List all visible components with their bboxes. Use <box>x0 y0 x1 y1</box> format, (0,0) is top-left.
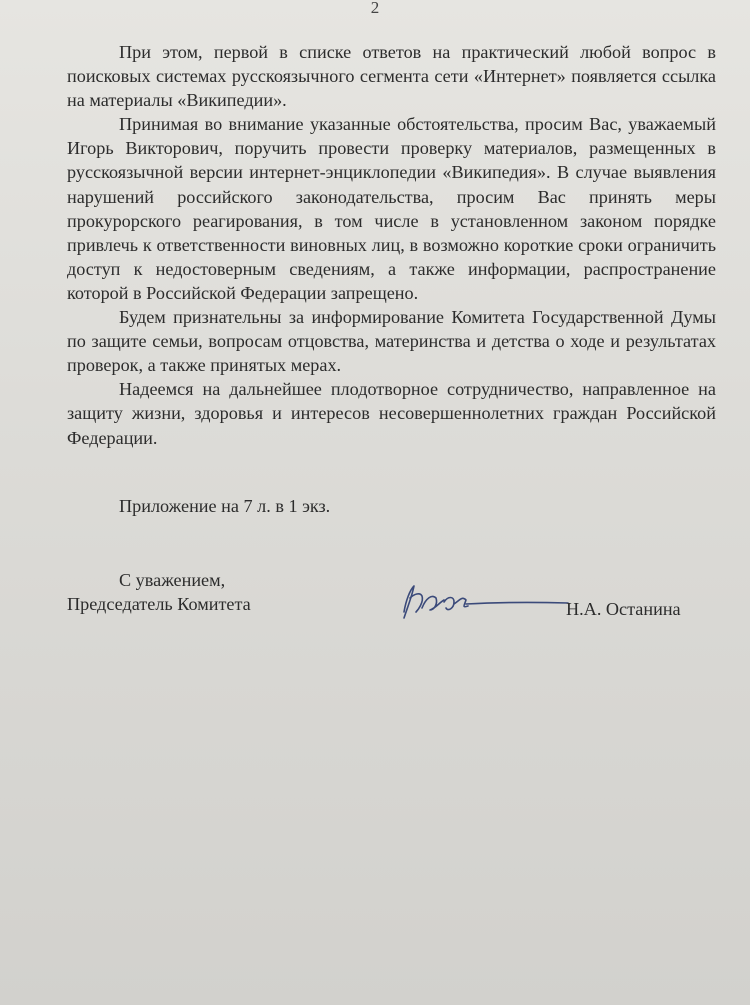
signer-position: Председатель Комитета <box>67 594 251 614</box>
attachment-note: Приложение на 7 л. в 1 экз. <box>119 496 331 516</box>
paragraph-cooperation: Надеемся на дальнейшее плодотворное сотрудничество, направленное на защиту жизни, здоровья и интересов несовершеннолетних граждан Российской Федерации. <box>67 379 716 448</box>
signer-name: Н.А. Останина <box>566 599 681 619</box>
paragraph-search-results: При этом, первой в списке ответов на практический любой вопрос в поисковых системах русскоязычного сегмента сети «Интернет» появляется ссылка на материалы «Википедии». <box>67 42 716 111</box>
paragraph-request-inspection: Принимая во внимание указанные обстоятельства, просим Вас, уважаемый Игорь Викторович, поручить провести проверку материалов, размещенных в русскоязычной версии интернет-энциклопедии «Википедия». В случае выявления нарушений российского законодательства, просим Вас принять меры прокурорского реагирования, в том числе в установленном законом порядке привлечь к ответственности виновных лиц, в возможно короткие сроки ограничить доступ к недостоверным сведениям, а также информации, распространение которой в Российской Федерации запрещено. <box>67 114 716 303</box>
closing-regards: С уважением, <box>119 570 226 590</box>
paragraph-inform-committee: Будем признательны за информирование Комитета Государственной Думы по защите семьи, вопросам отцовства, материнства и детства о ходе и результатах проверок, а также принятых мерах. <box>67 307 716 376</box>
handwritten-signature <box>392 578 572 624</box>
letter-body <box>67 40 716 450</box>
page-number: 2 <box>370 0 380 17</box>
